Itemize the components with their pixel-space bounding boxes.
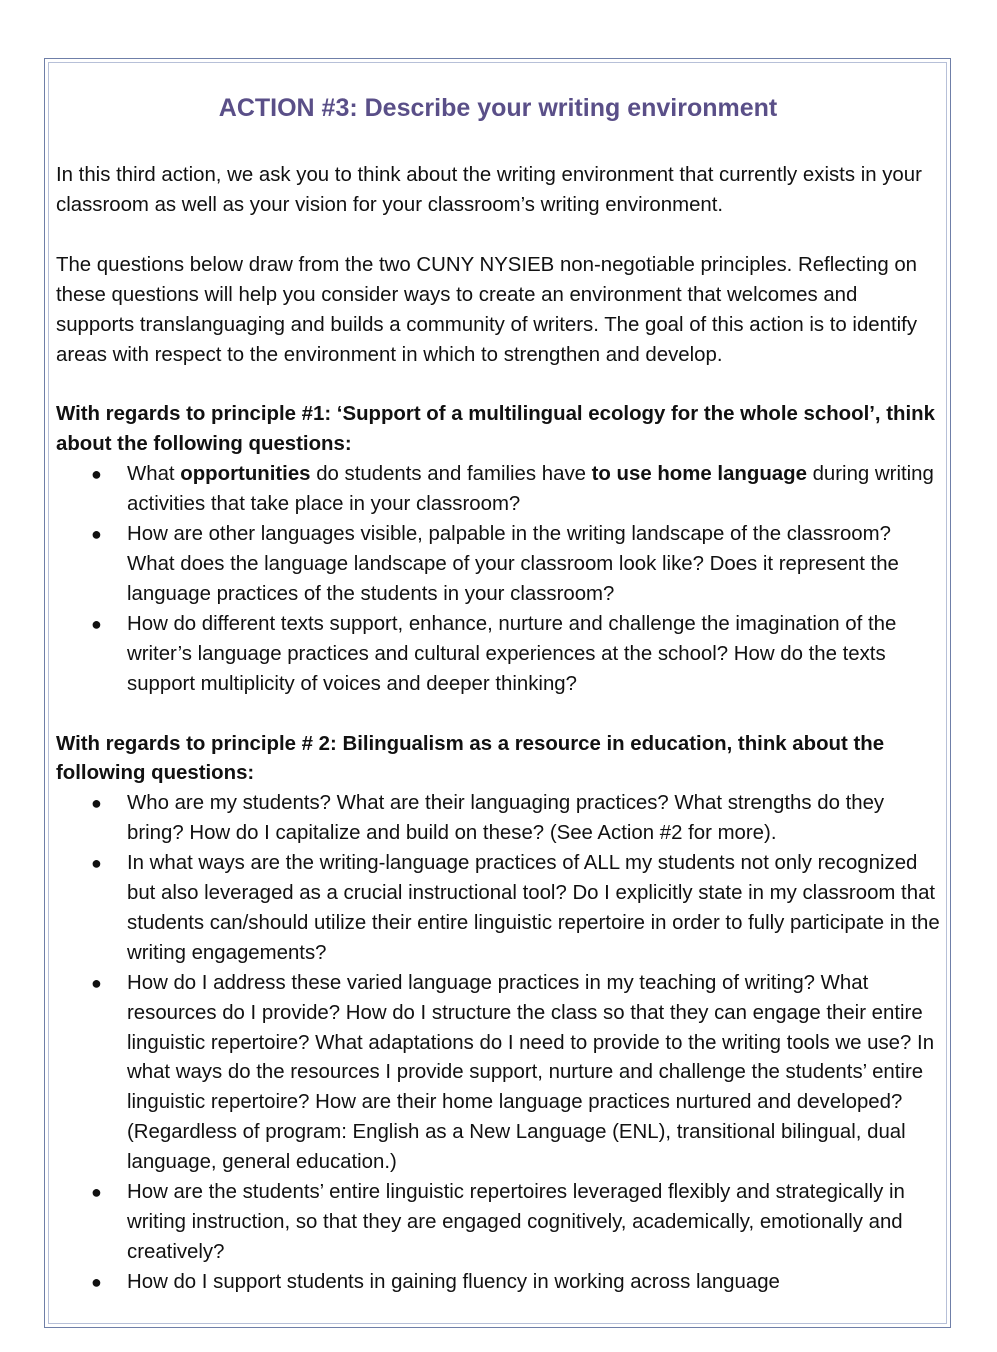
list-item: ● How do I support students in gaining fluency in working across language [56,1268,940,1298]
principle-2-question-list [56,789,940,1297]
list-item: ● How do different texts support, enhance, nurture and challenge the imagination of the writer’s language practices and cultural experiences at the school? How do the texts support multiplicity of voices and deeper thinking? [56,610,940,700]
document-content [56,88,940,1298]
bullet-icon: ● [91,1271,102,1292]
bullet-icon: ● [91,524,102,545]
bullet-icon: ● [91,464,102,485]
intro-paragraph-1: In this third action, we ask you to think about the writing environment that currently exists in your classroom as well as your vision for your classroom’s writing environment. [56,164,922,216]
list-item: ● How are other languages visible, palpable in the writing landscape of the classroom? What does the language landscape of your classroom look like? Does it represent the language practices of the students in your classroom? [56,520,940,610]
list-item: ● In what ways are the writing-language practices of ALL my students not only recognized but also leveraged as a crucial instructional tool? Do I explicitly state in my classroom that students can/should utilize their entire linguistic repertoire in order to fully participate in the writing engagements? [56,849,940,969]
bullet-icon: ● [91,613,102,634]
list-item: ● How are the students’ entire linguistic repertoires leveraged flexibly and strategically in writing instruction, so that they are engaged cognitively, academically, emotionally and creatively? [56,1178,940,1268]
bullet-icon: ● [91,1182,102,1203]
list-item: ● Who are my students? What are their languaging practices? What strengths do they bring? How do I capitalize and build on these? (See Action #2 for more). [56,789,940,849]
bullet-icon: ● [91,793,102,814]
page-title: ACTION #3: Describe your writing environment [218,94,778,122]
intro-paragraph-2: The questions below draw from the two CUNY NYSIEB non-negotiable principles. Reflecting on these questions will help you consider ways to create an environment that welcomes and supports translanguaging and builds a community of writers. The goal of this action is to identify areas with respect to the environment in which to strengthen and develop. [56,253,918,366]
bullet-icon: ● [91,972,102,993]
list-item: ● What opportunities do students and families have to use home language during writing activities that take place in your classroom? [56,460,940,520]
list-item: ● How do I address these varied language practices in my teaching of writing? What resources do I provide? How do I structure the class so that they can engage their entire linguistic repertoire? What adaptations do I need to provide to the writing tools we use? In what ways do the resources I provide support, nurture and challenge the students’ entire linguistic repertoire? How are their home language practices nurtured and developed? (Regardless of program: English as a New Language (ENL), transitional bilingual, dual language, general education.) [56,969,940,1178]
principle-2-heading: With regards to principle # 2: Bilingualism as a resource in education, think about the following questions: [56,732,885,785]
bullet-icon: ● [91,853,102,874]
principle-1-question-list [56,460,940,699]
principle-1-heading: With regards to principle #1: ‘Support of a multilingual ecology for the whole school’, think about the following questions: [56,403,935,456]
